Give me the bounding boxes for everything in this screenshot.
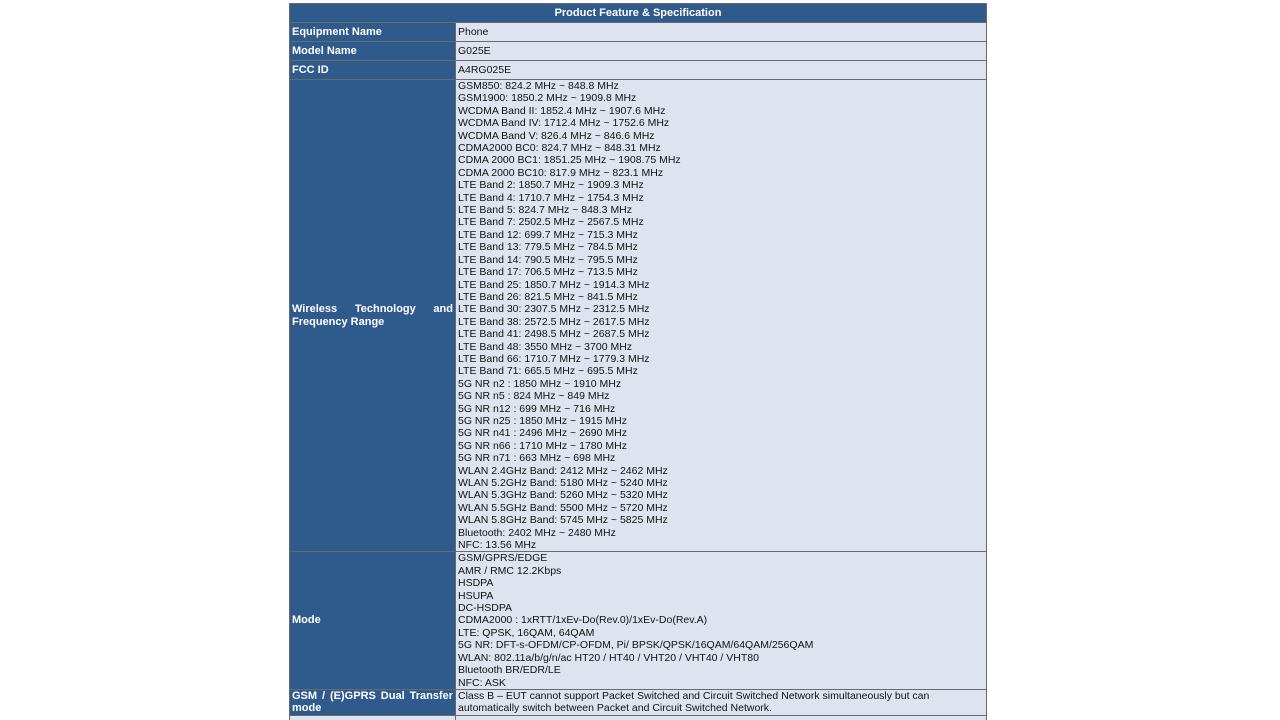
gprs-line: automatically switch between Packet and Circuit Switched Network.: [458, 702, 772, 715]
table-row-gprs: [290, 689, 987, 715]
frequency-line: NFC: 13.56 MHz: [458, 539, 537, 552]
mode-label: Mode: [290, 552, 456, 689]
table-row-mode: [290, 552, 987, 689]
frequency-line: WLAN 5.2GHz Band: 5180 MHz ~ 5240 MHz: [458, 477, 668, 489]
mode-line: 5G NR: DFT-s-OFDM/CP-OFDM, Pi/ BPSK/QPSK/16QAM/64QAM/256QAM: [458, 639, 814, 652]
mode-line: HSUPA: [458, 589, 494, 602]
partial-value: [456, 715, 987, 720]
frequency-line: Bluetooth: 2402 MHz ~ 2480 MHz: [458, 526, 616, 539]
table-row-fcc-id: [290, 61, 987, 80]
frequency-line: CDMA 2000 BC1: 1851.25 MHz ~ 1908.75 MHz: [458, 154, 681, 167]
fcc-id-label: FCC ID: [290, 61, 456, 80]
table-row-partial: [290, 715, 987, 720]
frequency-line: LTE Band 30: 2307.5 MHz ~ 2312.5 MHz: [458, 303, 650, 316]
gprs-text: [458, 690, 984, 715]
frequency-line: LTE Band 48: 3550 MHz ~ 3700 MHz: [458, 340, 633, 353]
frequency-line: LTE Band 5: 824.7 MHz ~ 848.3 MHz: [458, 204, 633, 217]
mode-line: LTE: QPSK, 16QAM, 64QAM: [458, 626, 595, 639]
frequency-line: 5G NR n71 : 663 MHz ~ 698 MHz: [458, 452, 616, 465]
model-name-value: G025E: [456, 42, 987, 61]
wireless-value: [456, 80, 987, 552]
frequency-line: LTE Band 38: 2572.5 MHz ~ 2617.5 MHz: [458, 315, 650, 328]
model-name-label: Model Name: [290, 42, 456, 61]
frequency-line: GSM850: 824.2 MHz ~ 848.8 MHz: [458, 80, 619, 92]
frequency-line: LTE Band 4: 1710.7 MHz ~ 1754.3 MHz: [458, 191, 644, 204]
mode-line: WLAN: 802.11a/b/g/n/ac HT20 / HT40 / VHT20 / VHT40 / VHT80: [458, 651, 759, 664]
partial-label: [290, 715, 456, 720]
wireless-label: Wireless Technology and Frequency Range: [290, 80, 456, 552]
frequency-line: WLAN 2.4GHz Band: 2412 MHz ~ 2462 MHz: [458, 464, 668, 477]
frequency-line: CDMA 2000 BC10: 817.9 MHz ~ 823.1 MHz: [458, 166, 664, 179]
equipment-name-value: Phone: [456, 23, 987, 42]
mode-line: DC-HSDPA: [458, 602, 513, 615]
frequency-line: LTE Band 7: 2502.5 MHz ~ 2567.5 MHz: [458, 216, 644, 229]
frequency-line: 5G NR n5 : 824 MHz ~ 849 MHz: [458, 390, 610, 403]
mode-line: CDMA2000 : 1xRTT/1xEv-Do(Rev.0)/1xEv-Do(Rev.A): [458, 614, 708, 627]
frequency-line: WLAN 5.8GHz Band: 5745 MHz ~ 5825 MHz: [458, 514, 668, 527]
mode-line: Bluetooth BR/EDR/LE: [458, 664, 561, 677]
equipment-name-label: Equipment Name: [290, 23, 456, 42]
fcc-id-value: A4RG025E: [456, 61, 987, 80]
gprs-line: Class B – EUT cannot support Packet Switched and Circuit Switched Network simultaneously but can: [458, 689, 930, 702]
frequency-line: GSM1900: 1850.2 MHz ~ 1909.8 MHz: [458, 92, 637, 105]
frequency-line: LTE Band 12: 699.7 MHz ~ 715.3 MHz: [458, 228, 638, 241]
mode-line: HSDPA: [458, 577, 494, 590]
mode-line: GSM/GPRS/EDGE: [458, 552, 548, 565]
frequency-line: WLAN 5.5GHz Band: 5500 MHz ~ 5720 MHz: [458, 501, 668, 514]
frequency-line: LTE Band 2: 1850.7 MHz ~ 1909.3 MHz: [458, 179, 644, 192]
frequency-line: WLAN 5.3GHz Band: 5260 MHz ~ 5320 MHz: [458, 489, 668, 502]
mode-list: [458, 552, 984, 688]
frequency-line: WCDMA Band II: 1852.4 MHz ~ 1907.6 MHz: [458, 104, 666, 117]
frequency-line: 5G NR n12 : 699 MHz ~ 716 MHz: [458, 402, 616, 415]
frequency-line: LTE Band 14: 790.5 MHz ~ 795.5 MHz: [458, 253, 638, 266]
frequency-line: LTE Band 41: 2498.5 MHz ~ 2687.5 MHz: [458, 328, 650, 341]
gprs-label: GSM / (E)GPRS Dual Transfer mode: [290, 689, 456, 715]
table-title: Product Feature & Specification: [290, 4, 987, 23]
frequency-line: LTE Band 66: 1710.7 MHz ~ 1779.3 MHz: [458, 352, 650, 365]
frequency-line: LTE Band 13: 779.5 MHz ~ 784.5 MHz: [458, 241, 638, 254]
mode-line: AMR / RMC 12.2Kbps: [458, 564, 562, 577]
frequency-line: WCDMA Band IV: 1712.4 MHz ~ 1752.6 MHz: [458, 117, 670, 130]
frequency-line: WCDMA Band V: 826.4 MHz ~ 846.6 MHz: [458, 129, 655, 142]
frequency-line: 5G NR n66 : 1710 MHz ~ 1780 MHz: [458, 439, 627, 452]
spec-table: [289, 3, 987, 720]
frequency-line: LTE Band 26: 821.5 MHz ~ 841.5 MHz: [458, 290, 638, 303]
table-row-wireless: [290, 80, 987, 552]
frequency-line: 5G NR n41 : 2496 MHz ~ 2690 MHz: [458, 427, 627, 440]
wireless-frequency-list: [458, 80, 984, 551]
gprs-value: [456, 689, 987, 715]
frequency-line: 5G NR n2 : 1850 MHz ~ 1910 MHz: [458, 377, 622, 390]
mode-line: NFC: ASK: [458, 676, 506, 689]
header-row: [290, 4, 987, 23]
table-row-equipment-name: [290, 23, 987, 42]
table-row-model-name: [290, 42, 987, 61]
frequency-line: 5G NR n25 : 1850 MHz ~ 1915 MHz: [458, 414, 627, 427]
mode-value: [456, 552, 987, 689]
frequency-line: LTE Band 17: 706.5 MHz ~ 713.5 MHz: [458, 266, 638, 279]
frequency-line: LTE Band 25: 1850.7 MHz ~ 1914.3 MHz: [458, 278, 650, 291]
frequency-line: LTE Band 71: 665.5 MHz ~ 695.5 MHz: [458, 365, 638, 378]
frequency-line: CDMA2000 BC0: 824.7 MHz ~ 848.31 MHz: [458, 142, 661, 155]
